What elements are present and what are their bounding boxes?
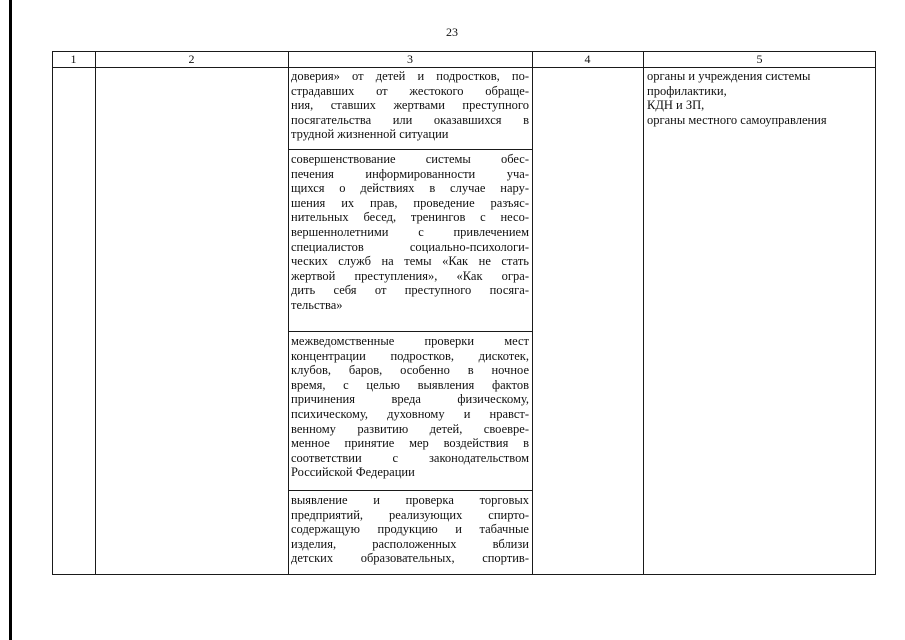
cell-divider-col3-1 [288, 149, 532, 150]
text-line: детских образовательных, спортив- [291, 551, 529, 566]
text-line: совершенствование системы обес- [291, 152, 529, 166]
text-line: органы и учреждения системы [647, 69, 811, 83]
measure-cell-inspections [291, 334, 529, 480]
text-line: КДН и ЗП, [647, 98, 705, 113]
measure-cell-trade-checks [291, 493, 529, 566]
text-line: тельства» [291, 297, 343, 312]
text-line: нительных бесед, тренингов с несо- [291, 210, 529, 225]
text-line: межведомственные проверки мест [291, 334, 529, 348]
cell-divider-col3-3 [288, 490, 532, 491]
text-line: клубов, баров, особенно в ночное [291, 363, 529, 378]
text-line: печения информированности уча- [291, 166, 529, 181]
column-divider-1-2 [95, 51, 96, 575]
text-line: венному развитию детей, своевре- [291, 421, 529, 436]
text-line: профилактики, [647, 83, 727, 98]
column-header-5: 5 [756, 52, 763, 66]
text-line: время, с целью выявления фактов [291, 377, 529, 392]
text-line: причинения вреда физическому, [291, 392, 529, 407]
responsible-bodies-cell [647, 69, 873, 127]
text-line: предприятий, реализующих спирто- [291, 507, 529, 522]
text-line: доверия» от детей и подростков, по- [291, 69, 529, 83]
column-divider-3-4 [532, 51, 533, 575]
text-line: страдавших от жестокого обраще- [291, 83, 529, 98]
text-line: ческих служб на темы «Как не стать [291, 254, 529, 269]
column-divider-4-5 [643, 51, 644, 575]
text-line: менное принятие мер воздействия в [291, 436, 529, 451]
text-line: концентрации подростков, дискотек, [291, 348, 529, 363]
text-line: дить себя от преступного посяга- [291, 283, 529, 298]
column-header-3: 3 [407, 52, 413, 66]
column-divider-2-3 [288, 51, 289, 575]
text-line: специалистов социально-психологи- [291, 239, 529, 254]
text-line: трудной жизненной ситуации [291, 127, 449, 142]
text-line: шения их прав, проведение разъяс- [291, 195, 529, 210]
text-line: посягательства или оказавшихся в [291, 112, 529, 127]
column-header-1: 1 [70, 52, 77, 66]
text-line: ния, ставших жертвами преступного [291, 98, 529, 113]
text-line: соответствии с законодательством [291, 450, 529, 465]
text-line: содержащую продукцию и табачные [291, 522, 529, 537]
text-line: выявление и проверка торговых [291, 493, 529, 507]
header-row-divider [52, 67, 876, 68]
text-line: психическому, духовному и нравст- [291, 406, 529, 421]
text-line: органы местного самоуправления [647, 112, 827, 127]
binding-edge-line [9, 0, 12, 640]
column-header-2: 2 [188, 52, 195, 66]
column-header-4: 4 [584, 52, 591, 66]
cell-divider-col3-2 [288, 331, 532, 332]
text-line: вершеннолетними с привлечением [291, 224, 529, 239]
measure-cell-awareness [291, 152, 529, 313]
page-number: 23 [446, 25, 458, 39]
text-line: щихся о действиях в случае нару- [291, 181, 529, 196]
measure-cell-hotline [291, 69, 529, 142]
text-line: жертвой преступления», «Как огра- [291, 268, 529, 283]
text-line: Российской Федерации [291, 465, 415, 480]
text-line: изделия, расположенных вблизи [291, 536, 529, 551]
